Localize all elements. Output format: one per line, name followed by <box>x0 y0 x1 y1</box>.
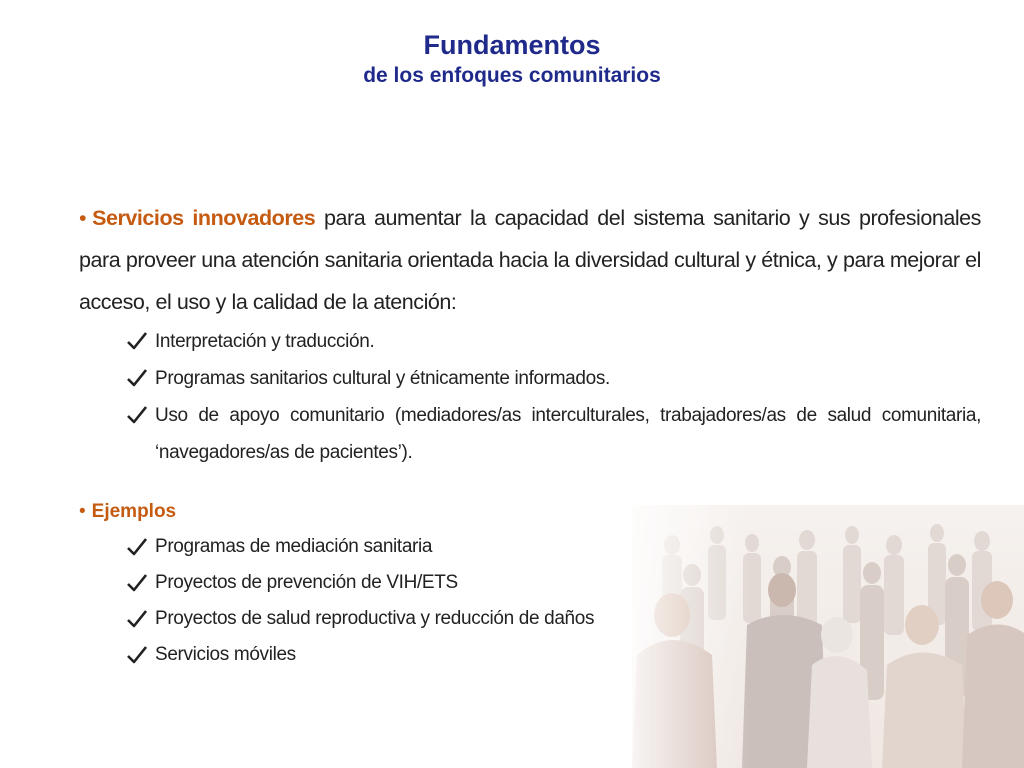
list-item-text: Programas de mediación sanitaria <box>155 536 433 557</box>
slide-title: Fundamentos <box>423 30 601 60</box>
list-item-text: Interpretación y traducción. <box>155 331 375 352</box>
list-item-text: Programas sanitarios cultural y étnicamente informados. <box>155 368 610 389</box>
title-block <box>0 28 1024 90</box>
checkmark-icon <box>127 397 149 434</box>
list-item <box>127 565 981 601</box>
checkmark-icon <box>127 529 149 566</box>
slide-content <box>79 197 981 673</box>
list-item <box>127 360 981 397</box>
examples-heading <box>79 497 981 527</box>
examples-heading-text: Ejemplos <box>91 501 177 522</box>
list-item <box>127 323 981 360</box>
checkmark-icon <box>127 565 149 602</box>
checkmark-icon <box>127 323 149 360</box>
checkmark-icon <box>127 360 149 397</box>
service-list <box>79 323 981 471</box>
list-item <box>127 529 981 565</box>
slide-subtitle: de los enfoques comunitarios <box>363 64 661 87</box>
bullet-icon: • <box>79 501 86 522</box>
list-item <box>127 637 981 673</box>
list-item <box>127 601 981 637</box>
list-item-text: Proyectos de prevención de VIH/ETS <box>155 572 458 593</box>
main-text: para aumentar la capacidad del sistema sanitario y sus profesionales para proveer una atención sanitaria orientada hacia la diversidad cultural y étnica, y para mejorar el acceso, el uso y la calidad de la atención: <box>79 206 981 314</box>
checkmark-icon <box>127 637 149 674</box>
checkmark-icon <box>127 601 149 638</box>
list-item <box>127 397 981 471</box>
examples-list <box>79 529 981 673</box>
main-paragraph <box>79 197 981 323</box>
list-item-text: Uso de apoyo comunitario (mediadores/as interculturales, trabajadores/as de salud comunitaria, ‘navegadores/as de pacientes’). <box>155 405 981 463</box>
highlight-text: Servicios innovadores <box>92 206 316 230</box>
list-item-text: Servicios móviles <box>155 644 296 665</box>
list-item-text: Proyectos de salud reproductiva y reducción de daños <box>155 608 595 629</box>
bullet-icon: • <box>79 206 87 230</box>
